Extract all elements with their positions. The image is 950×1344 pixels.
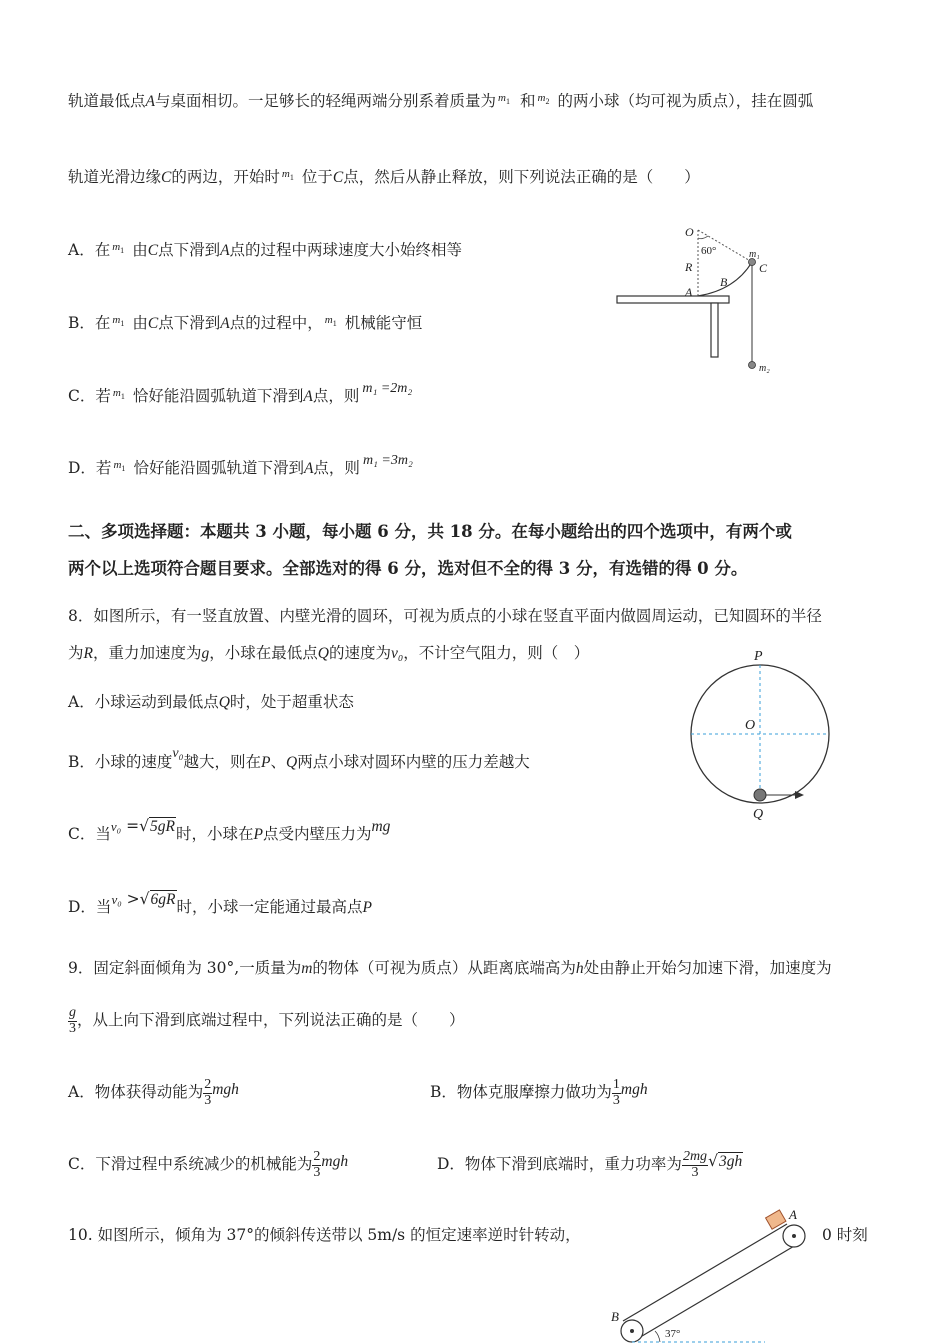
fig10-label-angle: 37° xyxy=(665,1328,681,1340)
q8-option-d: D．当$^{v_0}$ >√6gR时，小球一定能通过最高点P xyxy=(68,890,372,916)
q7-option-c: C．若 $m_1$ 恰好能沿圆弧轨道下滑到A点，则 m₁ =2m₂ xyxy=(68,381,413,405)
fig7-label-a: A xyxy=(685,285,693,299)
fig7-label-r: R xyxy=(685,260,693,274)
fig8-label-q: Q xyxy=(753,807,764,822)
fig8-label-p: P xyxy=(754,649,763,664)
fig7-label-angle: 60° xyxy=(701,245,717,257)
section2-header-line1: 二、多项选择题：本题共 3 小题，每小题 6 分，共 18 分。在每小题给出的四个选项中，有两个或 xyxy=(68,522,792,541)
q7-line2: 轨道光滑边缘C的两边，开始时 $m_1$ 位于C点，然后从静止释放，则下列说法正确的是（ ） xyxy=(68,168,700,186)
fig8-label-o: O xyxy=(745,718,756,733)
q9-option-c: C．下滑过程中系统减少的机械能为 $\frac{2}{3}$ mgh xyxy=(68,1149,349,1180)
q10-time-label: 0 时刻 xyxy=(822,1226,868,1244)
q10-line1: 10. 如图所示，倾角为 37°的倾斜传送带以 5m/s 的恒定速率逆时针转动， xyxy=(68,1226,581,1244)
q9-option-b: B．物体克服摩擦力做功为 $\frac{1}{3}$ mgh xyxy=(430,1077,648,1108)
q7-option-d: D．若 $m_1$ 恰好能沿圆弧轨道下滑到A点，则 m₁ =3m₂ xyxy=(68,453,413,477)
q7-option-b: B．在 $m_1$ 由C点下滑到A点的过程中， $m_1$ 机械能守恒 xyxy=(68,314,423,332)
q8-line2: 为R，重力加速度为g，小球在最低点Q的速度为v₀，不计空气阻力，则（ ） xyxy=(68,644,590,662)
fig7-table-top xyxy=(617,296,729,303)
fig7-label-m1: m₁ xyxy=(749,249,760,260)
fig10-belt-top xyxy=(623,1224,787,1321)
q8-figure xyxy=(680,645,840,825)
fig7-label-m2: m₂ xyxy=(759,363,770,374)
q9-line1: 9．固定斜面倾角为 30°,一质量为m的物体（可视为质点）从距离底端高为h处由静止开始匀加速下滑，加速度为 xyxy=(68,959,832,977)
fig8-ball xyxy=(754,789,766,801)
q9-line2: $\frac{g}{3}$ ，从上向下滑到底端过程中，下列说法正确的是（ ） xyxy=(69,1005,465,1036)
q8-option-c: C．当$^{v_0}$ =√5gR时，小球在P点受内壁压力为mg xyxy=(68,817,391,843)
q7-option-a: A．在 $m_1$ 由C点下滑到A点的过程中两球速度大小始终相等 xyxy=(68,241,463,259)
q8-line1: 8．如图所示，有一竖直放置、内壁光滑的圆环，可视为质点的小球在竖直平面内做圆周运动，已知圆环的半径 xyxy=(68,607,822,625)
q7-line1: 轨道最低点A与桌面相切。一足够长的轻绳两端分别系着质量为 $m_1$ 和 $m_2$ 的两小球（均可视为质点），挂在圆弧 xyxy=(68,92,814,110)
fig10-label-a: A xyxy=(789,1207,797,1222)
q9-option-d: D．物体下滑到底端时，重力功率为 $\frac{2mg}{3}$ √3gh xyxy=(437,1149,743,1180)
section2-header-line2: 两个以上选项符合题目要求。全部选对的得 6 分，选对但不全的得 3 分，有选错的得 0 分。 xyxy=(68,559,748,578)
q7-figure xyxy=(605,218,795,383)
q8-option-a: A．小球运动到最低点Q时，处于超重状态 xyxy=(68,693,354,711)
fig7-table-leg xyxy=(711,303,718,357)
fig7-ball-m2 xyxy=(749,362,756,369)
fig7-label-o: O xyxy=(685,225,694,239)
q8-option-b: B．小球的速度v₀越大，则在P、Q两点小球对圆环内壁的压力差越大 xyxy=(68,746,530,771)
q10-figure xyxy=(605,1205,815,1344)
fig10-label-b: B xyxy=(611,1309,619,1324)
q9-option-a: A．物体获得动能为 $\frac{2}{3}$ mgh xyxy=(68,1077,239,1108)
fig10-belt-bottom xyxy=(637,1242,801,1339)
fig7-label-b: B xyxy=(720,275,728,289)
fig7-label-c: C xyxy=(759,261,768,275)
